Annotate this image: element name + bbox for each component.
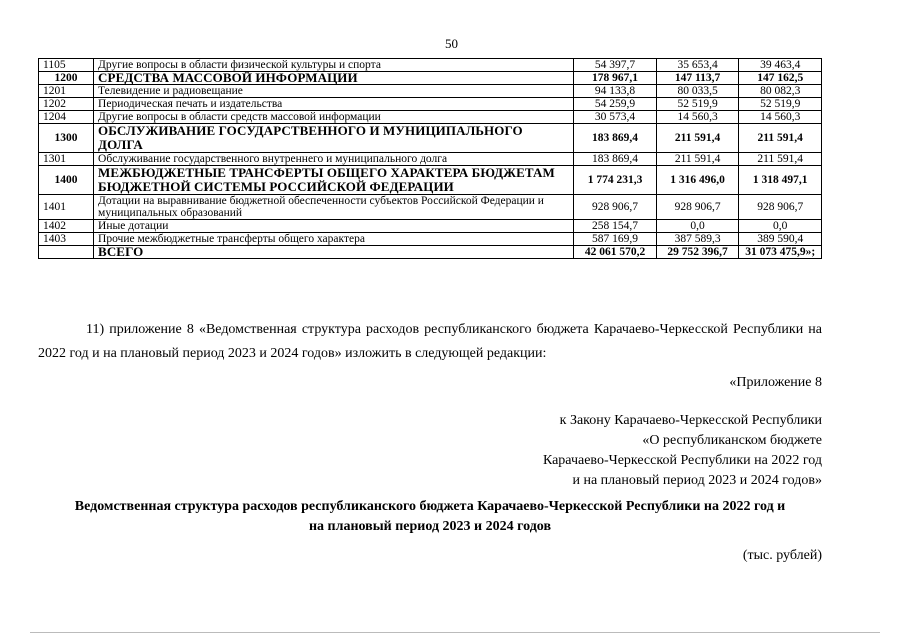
row-code-cell: 1403 <box>39 233 94 246</box>
table-row <box>39 233 822 246</box>
row-value-2024-cell: 211 591,4 <box>739 124 822 153</box>
row-code-cell: 1105 <box>39 59 94 72</box>
row-value-2022-cell: 183 869,4 <box>574 153 657 166</box>
row-value-2023-cell: 52 519,9 <box>656 98 739 111</box>
row-value-2024-cell: 52 519,9 <box>739 98 822 111</box>
law-line: «О республиканском бюджете <box>642 433 822 448</box>
table-row <box>39 153 822 166</box>
row-code-cell: 1301 <box>39 153 94 166</box>
row-code-cell: 1201 <box>39 85 94 98</box>
row-value-2024-cell: 1 318 497,1 <box>739 166 822 195</box>
row-code-cell: 1300 <box>39 124 94 153</box>
row-value-2024-cell: 211 591,4 <box>739 153 822 166</box>
document-heading <box>38 497 822 537</box>
row-value-2023-cell: 29 752 396,7 <box>656 246 739 259</box>
law-reference <box>543 411 822 491</box>
row-value-2023-cell: 35 653,4 <box>656 59 739 72</box>
row-value-2024-cell: 31 073 475,9»; <box>739 246 822 259</box>
row-value-2022-cell: 54 397,7 <box>574 59 657 72</box>
row-value-2023-cell: 928 906,7 <box>656 195 739 220</box>
table-row <box>39 166 822 195</box>
row-code-cell: 1204 <box>39 111 94 124</box>
row-name-cell: МЕЖБЮДЖЕТНЫЕ ТРАНСФЕРТЫ ОБЩЕГО ХАРАКТЕРА БЮДЖЕТАМ БЮДЖЕТНОЙ СИСТЕМЫ РОССИЙСКОЙ ФЕДЕРАЦИИ <box>94 166 574 195</box>
row-value-2023-cell: 211 591,4 <box>656 153 739 166</box>
budget-table <box>38 58 822 259</box>
row-name-cell: СРЕДСТВА МАССОВОЙ ИНФОРМАЦИИ <box>94 72 574 85</box>
row-name-cell: Иные дотации <box>94 220 574 233</box>
row-value-2024-cell: 928 906,7 <box>739 195 822 220</box>
row-value-2023-cell: 1 316 496,0 <box>656 166 739 195</box>
table-row <box>39 195 822 220</box>
row-value-2022-cell: 94 133,8 <box>574 85 657 98</box>
row-code-cell: 1400 <box>39 166 94 195</box>
row-code-cell: 1202 <box>39 98 94 111</box>
row-value-2023-cell: 387 589,3 <box>656 233 739 246</box>
heading-line: Ведомственная структура расходов республиканского бюджета Карачаево-Черкесской Республики на 2022 год и <box>74 499 786 514</box>
row-value-2023-cell: 147 113,7 <box>656 72 739 85</box>
row-value-2022-cell: 178 967,1 <box>574 72 657 85</box>
page-number: 50 <box>445 36 458 51</box>
row-code-cell: 1401 <box>39 195 94 220</box>
row-code-cell: 1402 <box>39 220 94 233</box>
table-row <box>39 124 822 153</box>
row-name-cell: Обслуживание государственного внутреннего и муниципального долга <box>94 153 574 166</box>
row-value-2024-cell: 39 463,4 <box>739 59 822 72</box>
table-row <box>39 85 822 98</box>
table-row <box>39 111 822 124</box>
row-name-cell: Другие вопросы в области средств массовой информации <box>94 111 574 124</box>
row-value-2023-cell: 14 560,3 <box>656 111 739 124</box>
budget-table-body <box>39 59 822 259</box>
row-name-cell: Телевидение и радиовещание <box>94 85 574 98</box>
row-value-2022-cell: 1 774 231,3 <box>574 166 657 195</box>
row-value-2022-cell: 587 169,9 <box>574 233 657 246</box>
table-row <box>39 220 822 233</box>
row-name-cell: Периодическая печать и издательства <box>94 98 574 111</box>
table-row <box>39 98 822 111</box>
row-value-2022-cell: 183 869,4 <box>574 124 657 153</box>
row-name-cell: ВСЕГО <box>94 246 574 259</box>
row-value-2023-cell: 211 591,4 <box>656 124 739 153</box>
row-value-2024-cell: 80 082,3 <box>739 85 822 98</box>
row-value-2022-cell: 258 154,7 <box>574 220 657 233</box>
table-row <box>39 72 822 85</box>
row-name-cell: Дотации на выравнивание бюджетной обеспеченности субъектов Российской Федерации и муниципальных образований <box>94 195 574 220</box>
row-value-2022-cell: 928 906,7 <box>574 195 657 220</box>
row-value-2023-cell: 80 033,5 <box>656 85 739 98</box>
row-name-cell: Другие вопросы в области физической культуры и спорта <box>94 59 574 72</box>
law-line: Карачаево-Черкесской Республики на 2022 год <box>542 453 822 468</box>
law-line: к Закону Карачаево-Черкесской Республики <box>559 413 822 428</box>
row-name-cell: ОБСЛУЖИВАНИЕ ГОСУДАРСТВЕННОГО И МУНИЦИПАЛЬНОГО ДОЛГА <box>94 124 574 153</box>
page-bottom-divider <box>30 632 880 633</box>
paragraph-11: 11) приложение 8 «Ведомственная структура расходов республиканского бюджета Карачаево-Черкесской Республики на 2022 год и на плановый период 2023 и 2024 годов» изложить в следующей редакции: <box>38 322 822 361</box>
units-label: (тыс. рублей) <box>742 548 822 563</box>
row-name-cell: Прочие межбюджетные трансферты общего характера <box>94 233 574 246</box>
table-row <box>39 246 822 259</box>
row-value-2024-cell: 389 590,4 <box>739 233 822 246</box>
row-code-cell <box>39 246 94 259</box>
row-value-2024-cell: 14 560,3 <box>739 111 822 124</box>
row-value-2022-cell: 54 259,9 <box>574 98 657 111</box>
row-value-2023-cell: 0,0 <box>656 220 739 233</box>
heading-line: на плановый период 2023 и 2024 годов <box>308 519 552 534</box>
row-value-2024-cell: 0,0 <box>739 220 822 233</box>
law-line: и на плановый период 2023 и 2024 годов» <box>572 473 822 488</box>
row-code-cell: 1200 <box>39 72 94 85</box>
appendix-title: «Приложение 8 <box>729 375 822 390</box>
row-value-2022-cell: 30 573,4 <box>574 111 657 124</box>
row-value-2022-cell: 42 061 570,2 <box>574 246 657 259</box>
row-value-2024-cell: 147 162,5 <box>739 72 822 85</box>
